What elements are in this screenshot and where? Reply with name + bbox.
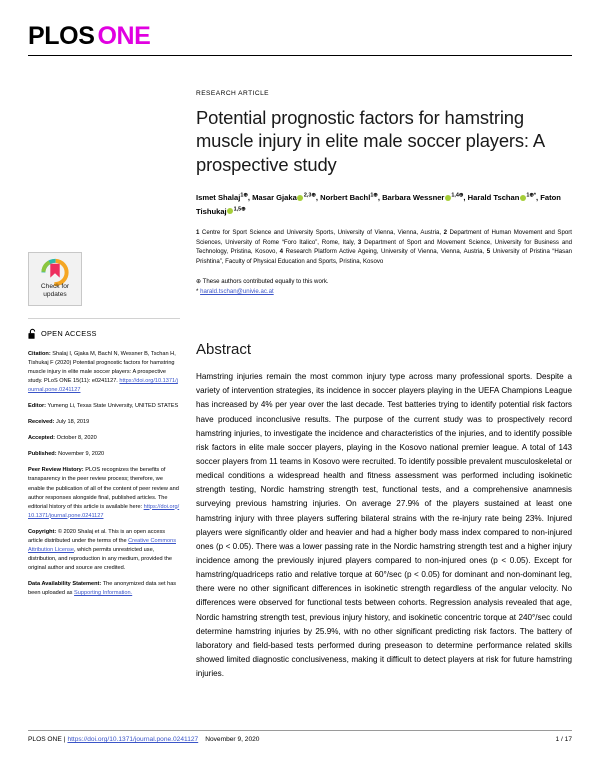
article-main: [196, 90, 572, 681]
citation-doi-link[interactable]: https://doi.org/10.1371/journal.pone.0241127: [28, 378, 178, 394]
affiliation-text: University of Pristina “Hasan Prishtina”, Faculty of Physical Education and Sports, Pristina, Kosovo: [196, 248, 572, 265]
equal-contribution-glyph: ⊕: [196, 278, 202, 285]
citation-label: Citation:: [28, 351, 51, 357]
author-notes: [196, 277, 572, 298]
affiliation-text: Department of Sport and Movement Science, University for Business and Technology, Pristina, Kosovo,: [196, 238, 572, 256]
accepted-date: October 8, 2020: [55, 435, 97, 442]
author-affiliation-marker: 1⊕*: [526, 192, 537, 199]
open-lock-icon: [28, 328, 37, 340]
data-availability-label: Data Availability Statement:: [28, 580, 102, 587]
copyright-block: [28, 528, 180, 573]
author-affiliation-marker: 1,5⊕: [233, 205, 246, 212]
affiliation-text: Department of Human Movement and Sport Sciences, University of Rome “Foro Italico”, Rome, Italy,: [196, 229, 572, 246]
page-title: Potential prognostic factors for hamstring muscle injury in elite male soccer players: A prospective study: [196, 107, 544, 175]
author-entry: [196, 193, 252, 202]
sidebar-divider: [28, 318, 180, 319]
citation-text: Shalaj I, Gjaka M, Bachl N, Wessner B, Tschan H, Tishukaj F (2020) Potential prognostic factors for hamstring muscle injury in elite male soccer players: A prospective study. PLoS ONE 15(11): e0241127.: [28, 351, 176, 385]
author-name: Harald Tschan: [467, 193, 520, 203]
footer-citation: [28, 736, 259, 743]
open-access-badge: [28, 328, 180, 340]
author-affiliation-marker: 2,3⊕: [303, 192, 316, 199]
accepted-label: Accepted:: [28, 435, 56, 442]
published-block: [28, 450, 180, 459]
author-affiliation-marker: 1: [240, 192, 244, 199]
published-date: November 9, 2020: [56, 451, 105, 458]
author-name: Norbert Bachl: [320, 193, 371, 203]
author-name: Faton Tishukaj: [196, 193, 561, 216]
author-separator: ,: [377, 193, 383, 203]
author-affiliation-marker: 1,4⊕: [451, 192, 464, 199]
equal-contribution-text: These authors contributed equally to this work.: [201, 277, 329, 285]
author-name: Ismet Shalaj: [196, 193, 241, 203]
author-separator: ,: [536, 193, 541, 203]
creative-commons-license-link[interactable]: Creative Commons Attribution License: [28, 537, 176, 553]
citation-block: [28, 350, 180, 395]
sidebar: [28, 252, 180, 605]
received-date: July 18, 2019: [54, 419, 90, 426]
editor-label: Editor:: [28, 403, 47, 410]
accepted-block: [28, 434, 180, 443]
corresponding-author-note: [196, 287, 572, 297]
supporting-information-link[interactable]: Supporting Information.: [74, 589, 133, 596]
author-list: [196, 192, 572, 218]
crossmark-badge[interactable]: [28, 252, 82, 306]
editor-block: [28, 402, 180, 411]
footer-separator: |: [63, 736, 66, 743]
affiliation-number: 4: [279, 248, 284, 256]
affiliations-list: [196, 228, 572, 267]
corresponding-star: *: [196, 288, 199, 296]
author-entry: [468, 193, 541, 202]
peer-review-label: Peer Review History:: [28, 467, 84, 474]
page-footer: [28, 730, 572, 743]
corresponding-email-link[interactable]: harald.tschan@univie.ac.at: [200, 288, 274, 296]
author-separator: ,: [315, 193, 321, 203]
received-label: Received:: [28, 419, 55, 426]
copyright-text-after: , which permits unrestricted use, distribution, and reproduction in any medium, provided the original author and source are credited.: [28, 546, 172, 571]
affiliation-number: 5: [486, 248, 491, 256]
crossmark-label-line2: updates: [43, 290, 67, 298]
peer-review-text: PLOS recognizes the benefits of transparency in the peer review process; therefore, we enable the publication of all of the content of peer review and author responses alongside final, published articles. The editorial history of this article is available here:: [28, 467, 179, 510]
abstract-heading: Abstract: [196, 341, 252, 359]
peer-review-block: [28, 466, 180, 520]
copyright-label: Copyright:: [28, 528, 57, 535]
orcid-icon[interactable]: [520, 195, 526, 201]
editor-text: Yumeng Li, Texas State University, UNITED STATES: [46, 403, 179, 410]
crossmark-label: [29, 283, 81, 299]
author-entry: [320, 193, 382, 202]
logo-plos-text: PLOS: [28, 22, 95, 50]
open-access-label: OPEN ACCESS: [41, 329, 97, 338]
author-affiliation-marker: ⊕: [243, 192, 248, 199]
affiliation-number: 1: [196, 229, 200, 237]
data-availability-block: [28, 580, 180, 598]
author-name: Masar Gjaka: [252, 193, 297, 203]
masthead-divider: [28, 55, 572, 56]
author-affiliation-marker: 1⊕: [370, 192, 378, 199]
logo-one-text: ONE: [97, 22, 151, 50]
masthead: [28, 24, 572, 56]
copyright-text-before: © 2020 Shalaj et al. This is an open access article distributed under the terms of the: [28, 528, 166, 544]
footer-date: November 9, 2020: [205, 736, 260, 743]
published-label: Published:: [28, 451, 57, 458]
orcid-icon[interactable]: [445, 195, 451, 201]
orcid-icon[interactable]: [227, 208, 233, 214]
crossmark-label-line1: Check for: [40, 282, 70, 290]
author-entry: [252, 193, 320, 202]
affiliation-text: Centre for Sport Science and University Sports, University of Vienna, Vienna, Austria,: [199, 229, 444, 237]
author-separator: ,: [463, 193, 468, 203]
abstract-text: Hamstring injuries remain the most common injury type across many professional sports. Despite a variety of intervention strategies, its incidence in soccer players playing in the UEFA Champions League has increased by 4% per year over the last decade. Test batteries trying to identify potential risk factors have produced inconclusive results. The purpose of the current study was to prospectively record hamstring injuries, to investigate the incidence and characteristics of the injuries, and to identify possible risk factors in elite male soccer players, playing in the Kosovo national premier league. A total of 143 soccer players from 11 teams in Kosovo were recruited. To identify possible prevalent musculoskeletal or medical conditions a widespread health and fitness assessment was performed including isokinetic strength testing, Nordic hamstring strength test, functional tests, and a comprehensive anamnesis surveying previous hamstring injuries. On average 27.9% of the players sustained at least one hamstring injury with three players suffering bilateral strains with the re-injury rate being 23%. Injured players were significantly older and heavier and had a higher body mass index compared to non-injured ones (p < 0.05). There was a lower passing rate in the Nordic hamstring strength test and a higher injury incidence among the previously injured players compared to non-injured ones (p < 0.05). Except for hamstring/quadriceps ratio and relative torque at 60°/sec (p < 0.05) for dominant and non-dominant leg, there were no other significant differences in isokinetic strength regardless of the angular velocity. No differences were observed for functional tests between cohorts. Regression analysis revealed that age, Nordic hamstring strength test, previous injury history, and isokinetic concentric torque at 240°/sec could determine hamstring injuries by 25.9%, with no other significant predicting risk factors. The battery of laboratory and field-based tests performed during preseason to determine performance related skills showed limited diagnostic conclusiveness, making it difficult to detect players at risk for future hamstring injuries.: [196, 372, 572, 679]
article-type-kicker: RESEARCH ARTICLE: [196, 90, 270, 97]
footer-journal-name: PLOS ONE: [28, 736, 62, 743]
author-entry: [382, 193, 468, 202]
received-block: [28, 418, 180, 427]
orcid-icon[interactable]: [297, 195, 303, 201]
affiliation-number: 3: [357, 238, 362, 246]
data-availability-text: The anonymized data set has been uploaded as: [28, 580, 177, 596]
footer-divider: [28, 730, 572, 731]
author-separator: ,: [247, 193, 253, 203]
affiliation-number: 2: [443, 229, 447, 237]
affiliation-text: Research Platform Active Ageing, University of Vienna, Vienna, Austria,: [283, 248, 487, 256]
footer-doi-link[interactable]: https://doi.org/10.1371/journal.pone.0241127: [67, 736, 199, 743]
author-name: Barbara Wessner: [382, 193, 445, 203]
page-number: 1 / 17: [555, 736, 572, 743]
peer-review-link[interactable]: https://doi.org/10.1371/journal.pone.0241127: [28, 503, 180, 519]
equal-contribution-note: [196, 277, 572, 288]
plos-one-logo: [28, 24, 572, 49]
